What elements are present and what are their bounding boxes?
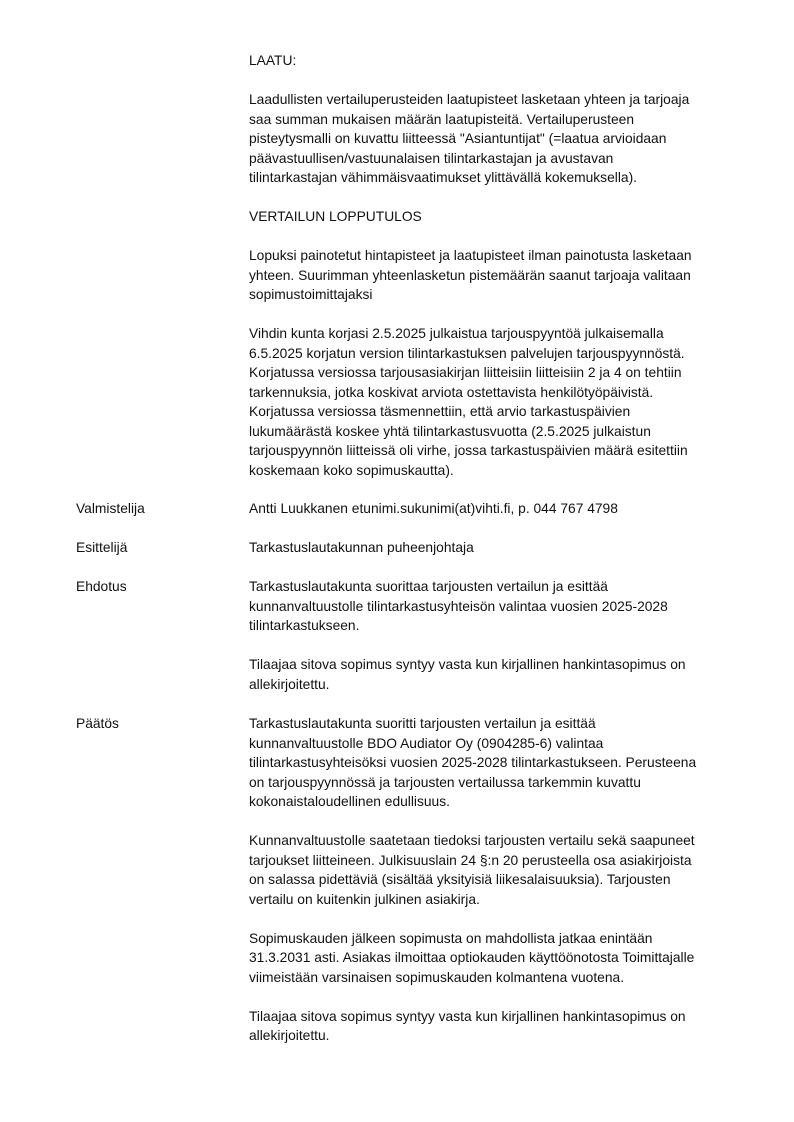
valmistelija-paragraph: [249, 499, 769, 519]
intro-text-line: Lopuksi painotetut hintapisteet ja laatupisteet ilman painotusta lasketaan: [249, 248, 692, 263]
paatos-text-line: tarjoukset liitteineen. Julkisuuslain 24 §:n 20 perusteella osa asiakirjoista: [249, 852, 692, 868]
paatos-paragraph: [249, 831, 769, 909]
intro-text-line: tarjouspyynnön liitteissä oli virhe, jossa tarkastuspäivien määrä esitettiin: [249, 443, 688, 458]
intro-text-line: koskemaan koko sopimuskautta).: [249, 462, 454, 478]
ehdotus-text-line: allekirjoitettu.: [249, 676, 330, 692]
intro-text-line: VERTAILUN LOPPUTULOS: [249, 209, 422, 224]
esittelija-text-line: Tarkastuslautakunnan puheenjohtaja: [249, 540, 474, 555]
intro-text-line: tarkennuksia, jotka koskivat arviota ostettavista henkilötyöpäivistä.: [249, 384, 654, 400]
paatos-text-line: allekirjoitettu.: [249, 1028, 330, 1043]
esittelija-paragraph: [249, 538, 769, 558]
paatos-text-line: 31.3.2031 asti. Asiakas ilmoittaa optiokauden käyttöönotosta Toimittajalle: [249, 950, 695, 965]
ehdotus-text-line: Tilaajaa sitova sopimus syntyy vasta kun kirjallinen hankintasopimus on: [249, 657, 686, 672]
intro-text-line: Korjatussa versiossa tarjousasiakirjan liitteisiin liitteisiin 2 ja 4 on tehtiin: [249, 365, 682, 380]
paatos-text-line: kunnanvaltuustolle BDO Audiator Oy (0904285-6) valintaa: [249, 735, 604, 751]
intro-text-line: LAATU:: [249, 53, 297, 68]
intro-paragraph: [249, 246, 769, 305]
ehdotus-content: [249, 577, 769, 694]
intro-text-line: Laadullisten vertailuperusteiden laatupisteet lasketaan yhteen ja tarjoaja: [249, 92, 690, 107]
intro-paragraph: [249, 324, 769, 480]
ehdotus-text-line: kunnanvaltuustolle tilintarkastusyhteisön valintaa vuosien 2025-2028: [249, 598, 668, 614]
ehdotus-label: Ehdotus: [76, 579, 127, 594]
ehdotus-text-line: tilintarkastukseen.: [249, 618, 360, 633]
ehdotus-text-line: Tarkastuslautakunta suorittaa tarjousten vertailun ja esittää: [249, 579, 608, 594]
intro-text-line: lukumäärästä koskee yhtä tilintarkastusvuotta (2.5.2025 julkaistun: [249, 423, 651, 439]
esittelija-label: Esittelijä: [76, 540, 128, 555]
valmistelija-content: [249, 499, 769, 519]
intro-text-line: yhteen. Suurimman yhteenlasketun pistemäärän saanut tarjoaja valitaan: [249, 267, 691, 283]
valmistelija-label: Valmistelija: [76, 501, 145, 516]
paatos-paragraph: [249, 929, 769, 988]
paatos-content: [249, 714, 769, 1046]
paatos-text-line: Kunnanvaltuustolle saatetaan tiedoksi tarjousten vertailu sekä saapuneet: [249, 833, 695, 848]
paatos-text-line: Tilaajaa sitova sopimus syntyy vasta kun kirjallinen hankintasopimus on: [249, 1008, 686, 1024]
intro-text-line: 6.5.2025 korjatun version tilintarkastuksen palvelujen tarjouspyynnöstä.: [249, 345, 685, 361]
paatos-text-line: Tarkastuslautakunta suoritti tarjousten vertailun ja esittää: [249, 716, 596, 731]
paatos-text-line: tilintarkastusyhteisöksi vuosien 2025-2028 tilintarkastukseen. Perusteena: [249, 755, 697, 770]
esittelija-content: [249, 538, 769, 558]
intro-text-line: saa summan mukaisen määrän laatupisteitä. Vertailuperusteen: [249, 111, 634, 127]
paatos-text-line: viimeistään varsinaisen sopimuskauden kolmantena vuotena.: [249, 969, 625, 985]
ehdotus-paragraph: [249, 577, 769, 636]
paatos-text-line: kokonaistaloudellinen edullisuus.: [249, 794, 450, 809]
intro-text-line: tilintarkastajan vähimmäisvaatimukset ylittävällä kokemuksella).: [249, 170, 637, 185]
valmistelija-text-line: Antti Luukkanen etunimi.sukunimi(at)vihti.fi, p. 044 767 4798: [249, 501, 618, 516]
ehdotus-paragraph: [249, 655, 769, 694]
paatos-text-line: on tarjouspyynnössä ja tarjousten vertailussa tarkemmin kuvattu: [249, 774, 641, 790]
intro-text-line: Korjatussa versiossa täsmennettiin, että arvio tarkastuspäivien: [249, 404, 631, 419]
intro-paragraph: [249, 207, 769, 227]
paatos-label: Päätös: [76, 716, 119, 731]
paatos-text-line: Sopimuskauden jälkeen sopimusta on mahdollista jatkaa enintään: [249, 930, 653, 946]
intro-text-line: Vihdin kunta korjasi 2.5.2025 julkaistua tarjouspyyntöä julkaisemalla: [249, 326, 664, 341]
intro-text-line: pisteytysmalli on kuvattu liitteessä "Asiantuntijat" (=laatua arvioidaan: [249, 131, 667, 146]
intro-content: [249, 51, 769, 480]
intro-text-line: sopimustoimittajaksi: [249, 287, 373, 302]
paatos-paragraph: [249, 714, 769, 812]
paatos-text-line: vertailu on kuitenkin julkinen asiakirja.: [249, 891, 480, 907]
paatos-text-line: on salassa pidettäviä (sisältää yksityisiä liikesalaisuuksia). Tarjousten: [249, 872, 671, 887]
paatos-paragraph: [249, 1007, 769, 1046]
intro-paragraph: [249, 51, 769, 71]
intro-paragraph: [249, 90, 769, 188]
intro-text-line: päävastuullisen/vastuunalaisen tilintarkastajan ja avustavan: [249, 150, 614, 166]
